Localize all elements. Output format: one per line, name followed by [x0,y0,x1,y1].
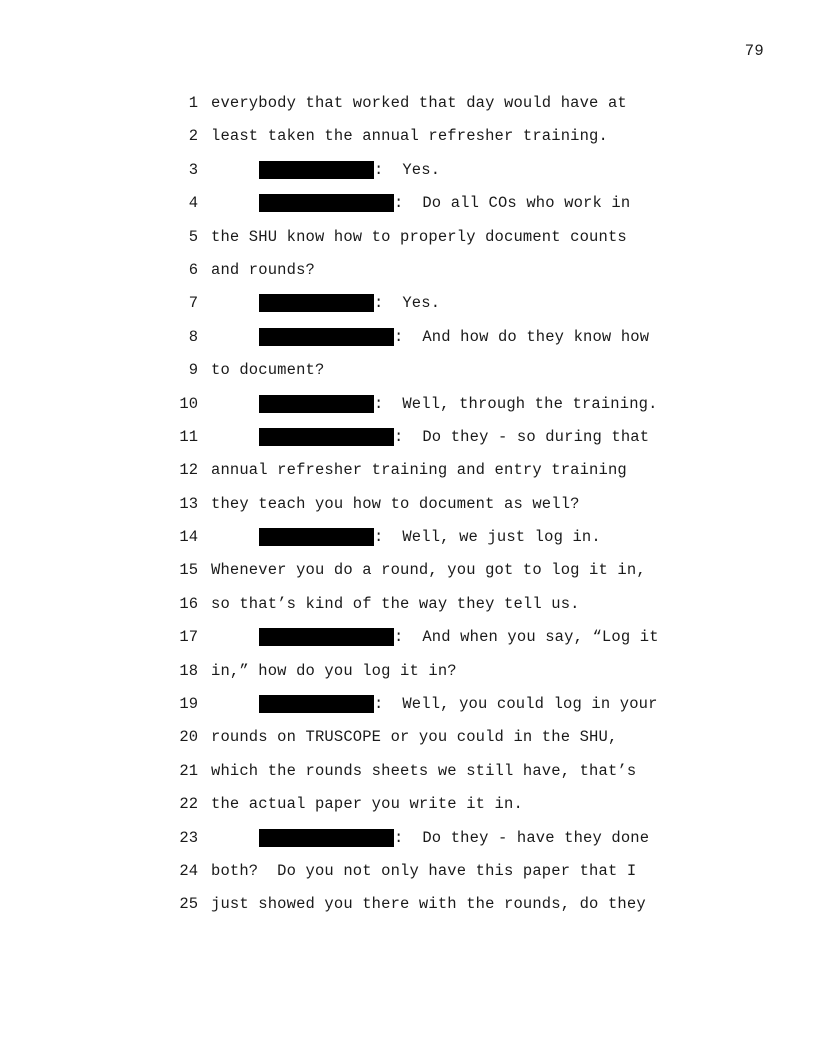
line-content: : Well, we just log in. [374,528,601,547]
line-number: 16 [179,594,198,613]
line-number: 10 [179,394,198,413]
speaker-line [259,528,601,546]
redacted-speaker-name [259,628,394,646]
line-content: the actual paper you write it in. [211,795,523,814]
transcript-line [0,855,816,888]
line-text [211,261,315,279]
transcript-line [0,788,816,821]
transcript-line [0,588,816,621]
line-number: 9 [188,361,198,380]
redacted-speaker-name [259,328,394,346]
line-number: 7 [188,294,198,313]
line-content: and rounds? [211,260,315,279]
speaker-line [259,161,440,179]
line-content: which the rounds sheets we still have, that’s [211,761,637,780]
line-number: 17 [179,628,198,647]
transcript-line [0,822,816,855]
line-text [211,561,646,579]
transcript-line [0,888,816,921]
transcript-line [0,721,816,754]
line-number: 18 [179,661,198,680]
speaker-line [259,395,658,413]
speaker-line [259,695,658,713]
line-number: 20 [179,728,198,747]
line-text [211,127,608,145]
transcript-line [0,421,816,454]
line-content: : Do all COs who work in [394,194,631,213]
redacted-speaker-name [259,528,374,546]
transcript-line [0,187,816,220]
line-text [211,228,627,246]
line-text [211,495,580,513]
transcript-line [0,655,816,688]
speaker-line [259,194,630,212]
line-text [211,862,636,880]
transcript-line [0,554,816,587]
line-number: 23 [179,828,198,847]
redacted-speaker-name [259,395,374,413]
line-content: : Do they - so during that [394,427,650,446]
line-text [211,795,523,813]
line-number: 21 [179,761,198,780]
line-content: : Well, through the training. [374,394,658,413]
transcript-line [0,254,816,287]
line-text [211,762,636,780]
line-content: annual refresher training and entry training [211,461,627,480]
speaker-line [259,328,649,346]
line-number: 2 [188,127,198,146]
line-content: the SHU know how to properly document counts [211,227,627,246]
line-number: 22 [179,795,198,814]
line-text [211,895,646,913]
line-content: so that’s kind of the way they tell us. [211,594,580,613]
transcript-line [0,621,816,654]
line-content: : Well, you could log in your [374,695,658,714]
line-text [211,662,457,680]
line-number: 25 [179,895,198,914]
redacted-speaker-name [259,294,374,312]
line-content: rounds on TRUSCOPE or you could in the SHU, [211,728,618,747]
transcript-line [0,688,816,721]
transcript-line [0,755,816,788]
line-text [211,361,324,379]
line-content: both? Do you not only have this paper that I [211,861,637,880]
redacted-speaker-name [259,829,394,847]
line-number: 14 [179,528,198,547]
line-number: 24 [179,861,198,880]
line-text [211,728,617,746]
line-content: in,” how do you log it in? [211,661,457,680]
line-content: to document? [211,361,325,380]
speaker-line [259,294,440,312]
transcript-body [0,87,816,922]
redacted-speaker-name [259,695,374,713]
redacted-speaker-name [259,161,374,179]
line-content: just showed you there with the rounds, do they [211,895,646,914]
line-number: 19 [179,695,198,714]
redacted-speaker-name [259,194,394,212]
speaker-line [259,829,649,847]
line-content: : Yes. [374,160,441,179]
line-number: 15 [179,561,198,580]
transcript-line [0,87,816,120]
line-content: : And when you say, “Log it [394,628,659,647]
line-number: 11 [179,427,198,446]
line-text [211,94,627,112]
line-text [211,461,627,479]
transcript-line [0,488,816,521]
transcript-line [0,321,816,354]
line-content: Whenever you do a round, you got to log it in, [211,561,646,580]
transcript-line [0,354,816,387]
transcript-line [0,454,816,487]
transcript-line [0,287,816,320]
line-text [211,595,580,613]
transcript-line [0,221,816,254]
transcript-line [0,120,816,153]
line-content: : And how do they know how [394,327,650,346]
line-content: : Yes. [374,294,441,313]
line-number: 5 [188,227,198,246]
line-number: 3 [188,160,198,179]
line-number: 12 [179,461,198,480]
line-number: 6 [188,260,198,279]
redacted-speaker-name [259,428,394,446]
line-content: they teach you how to document as well? [211,494,580,513]
line-content: everybody that worked that day would have at [211,94,627,112]
line-number: 13 [179,494,198,513]
transcript-line [0,388,816,421]
line-number: 1 [188,94,198,112]
line-number: 4 [188,194,198,213]
line-content: least taken the annual refresher training. [211,127,608,146]
transcript-line [0,521,816,554]
transcript-line [0,154,816,187]
speaker-line [259,628,659,646]
line-number: 8 [188,327,198,346]
page-number: 79 [744,42,764,60]
line-content: : Do they - have they done [394,828,650,847]
speaker-line [259,428,649,446]
